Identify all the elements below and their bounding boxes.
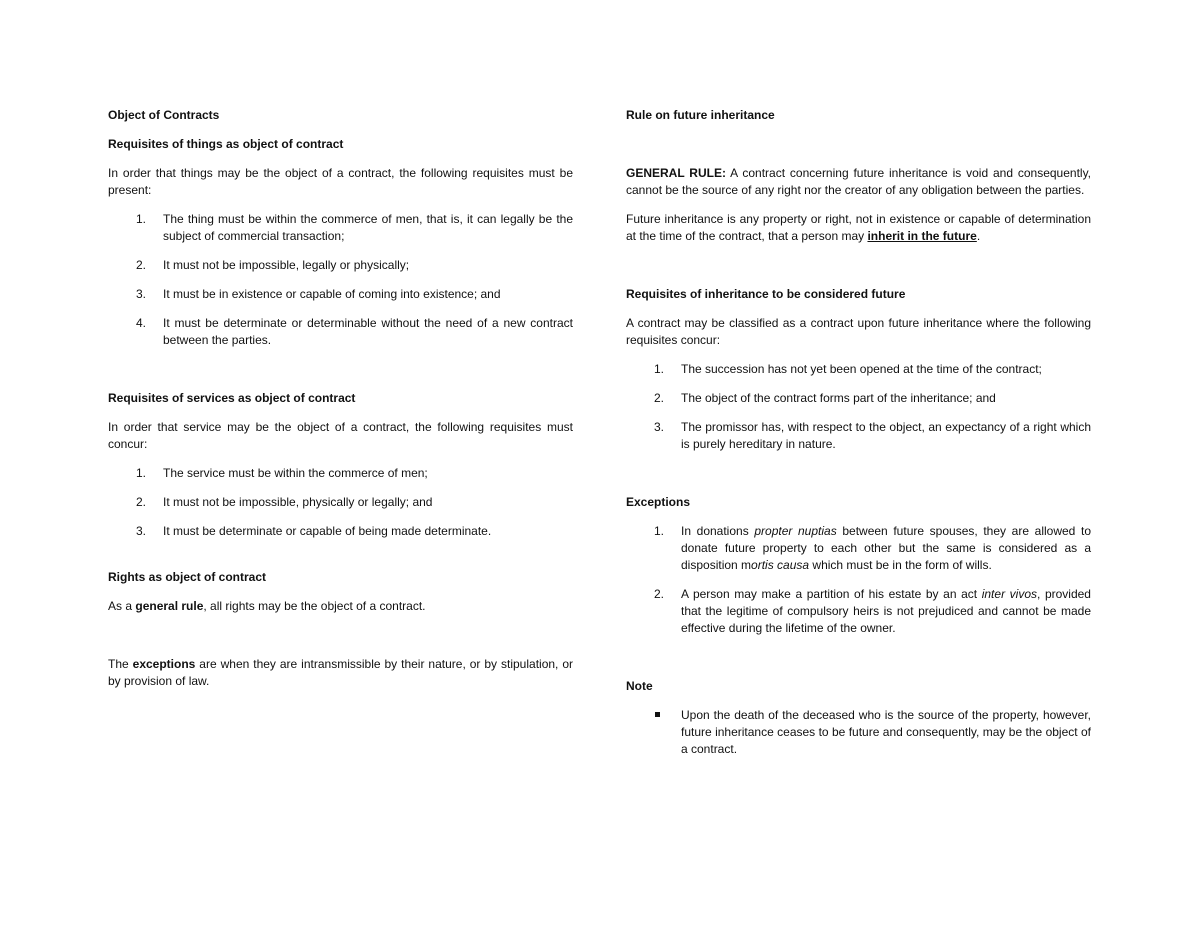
heading-future-inheritance: Rule on future inheritance [626,108,775,122]
inherit-in-the-future-emphasis: inherit in the future [867,229,977,243]
list-item: 2. It must not be impossible, physically or legally; and [136,495,433,509]
list-number: 1. [654,362,665,376]
list-number: 3. [136,524,147,538]
note-list [626,707,1091,758]
services-list [108,465,573,540]
requisites-intro: A contract may be classified as a contract upon future inheritance where the following requisites concur: [626,316,1091,347]
list-item: 1. The thing must be within the commerce of men, that is, it can legally be the subject of commercial transaction; [136,212,573,243]
list-item: 4. It must be determinate or determinable without the need of a new contract between the parties. [136,316,573,347]
rights-exceptions: The exceptions are when they are intransmissible by their nature, or by stipulation, or by provision of law. [108,657,573,688]
list-item: 3. The promissor has, with respect to the object, an expectancy of a right which is purely hereditary in nature. [654,420,1091,451]
list-number: 1. [136,212,147,226]
heading-requisites-things: Requisites of things as object of contract [108,137,344,151]
list-item: 2. The object of the contract forms part of the inheritance; and [654,391,996,405]
right-column [626,107,1091,770]
things-intro: In order that things may be the object of a contract, the following requisites must be present: [108,166,573,197]
general-rule-label: GENERAL RULE: [626,166,726,180]
list-item: Upon the death of the deceased who is the source of the property, however, future inheritance ceases to be future and consequently, may be the object of a contract. [626,707,1091,758]
list-item: 2. A person may make a partition of his estate by an act inter vivos, provided that the legitime of compulsory heirs is not prejudiced and cannot be made effective during the lifetime of the owner. [654,587,1091,635]
list-item: 3. It must be determinate or capable of being made determinate. [136,524,492,538]
heading-exceptions: Exceptions [626,495,691,509]
left-column [108,107,573,702]
list-item: 2. It must not be impossible, legally or physically; [136,258,410,272]
requisites-list [626,361,1091,453]
list-item: 1. In donations propter nuptias between future spouses, they are allowed to donate future property to each other but the same is considered as a disposition mortis causa which must be in the form of wills. [654,524,1091,572]
list-number: 3. [136,287,147,301]
list-number: 2. [136,495,147,509]
things-list [108,211,573,349]
square-bullet-icon [655,712,660,717]
heading-rights: Rights as object of contract [108,570,267,584]
list-number: 2. [654,587,665,601]
heading-object-of-contracts: Object of Contracts [108,108,220,122]
heading-requisites-future: Requisites of inheritance to be considered future [626,287,906,301]
list-item: 1. The service must be within the commerce of men; [136,466,428,480]
future-inheritance-definition: Future inheritance is any property or right, not in existence or capable of determination at the time of the contract, that a person may inherit in the future. [626,212,1091,243]
heading-note: Note [626,679,653,693]
general-rule-paragraph: GENERAL RULE: A contract concerning future inheritance is void and consequently, cannot be the source of any right nor the creator of any obligation between the parties. [626,166,1092,197]
list-number: 3. [654,420,665,434]
list-item: 1. The succession has not yet been opened at the time of the contract; [654,362,1042,376]
rights-general-rule: As a general rule, all rights may be the object of a contract. [108,599,426,613]
list-number: 2. [136,258,147,272]
exceptions-list [626,523,1091,637]
list-number: 2. [654,391,665,405]
services-intro: In order that service may be the object of a contract, the following requisites must concur: [108,420,573,451]
list-number: 4. [136,316,147,330]
list-number: 1. [654,524,665,538]
list-item: 3. It must be in existence or capable of coming into existence; and [136,287,501,301]
list-number: 1. [136,466,147,480]
heading-requisites-services: Requisites of services as object of contract [108,391,356,405]
